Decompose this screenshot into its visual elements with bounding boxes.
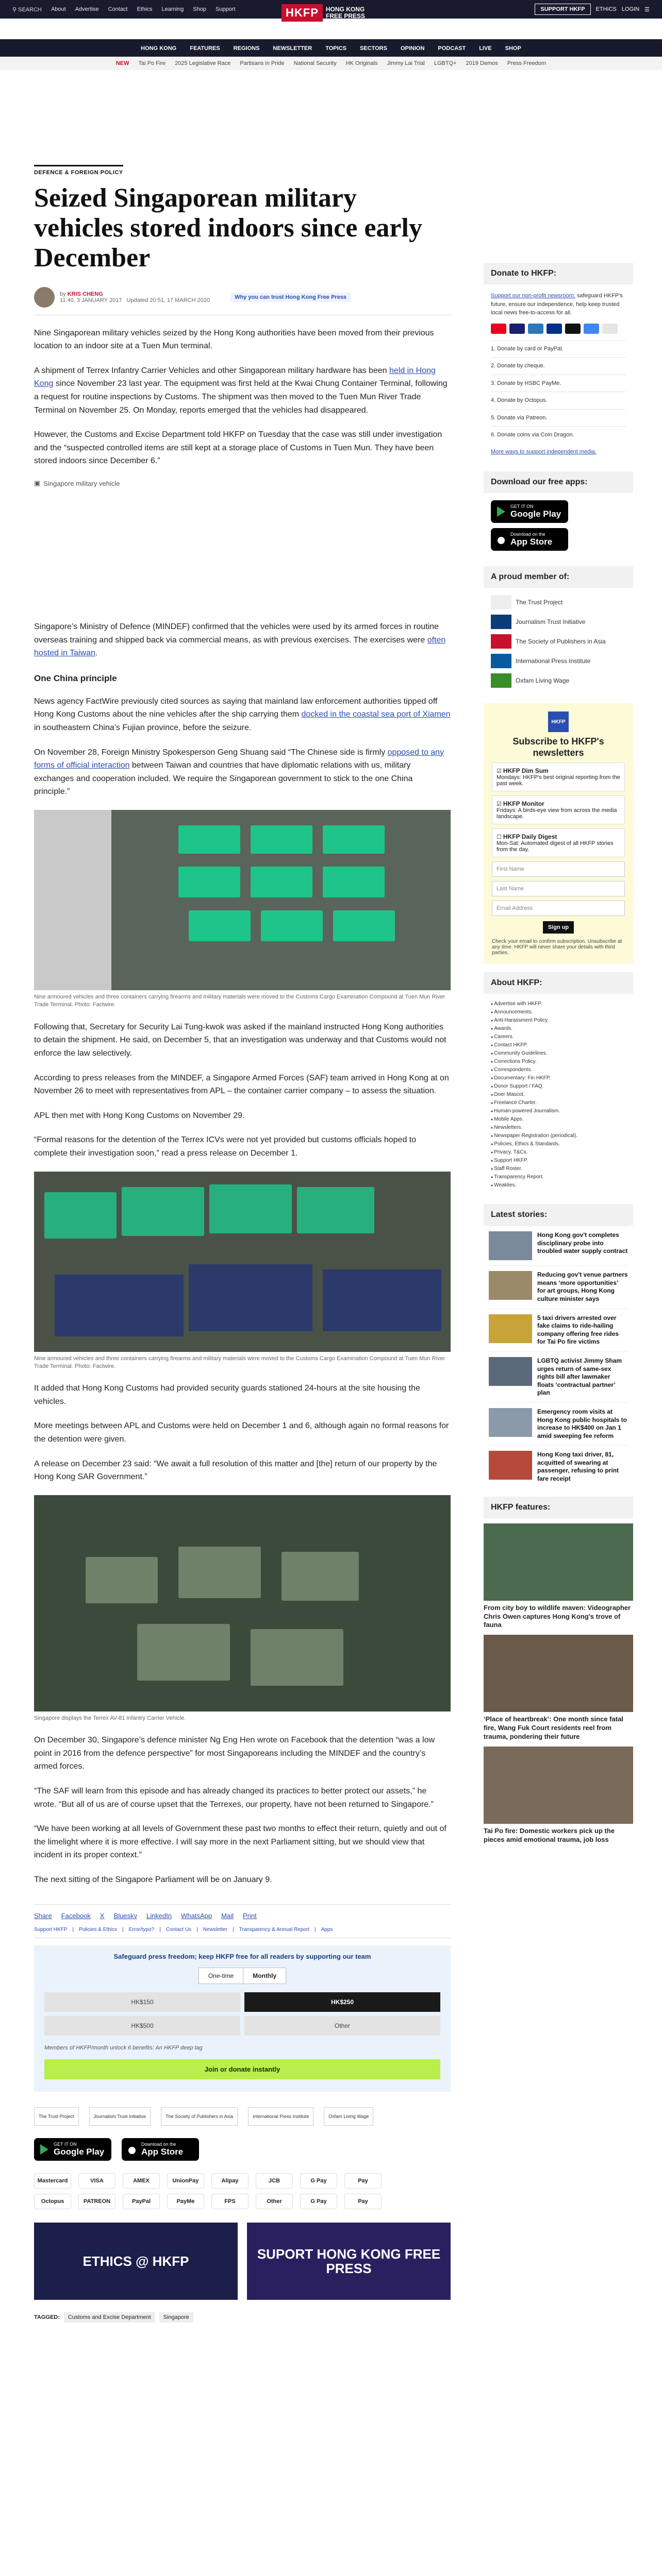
login-link[interactable]: LOGIN xyxy=(621,6,640,12)
share-bar xyxy=(34,1904,451,1920)
article-footer-links: Support HKFP | Policies & Ethics | Error/typo? | Contact Us | Newsletter | Transparency & Annual Report | Apps xyxy=(34,1927,451,1938)
newsletter-box xyxy=(484,703,633,964)
footer-link[interactable]: Policies & Ethics xyxy=(79,1926,118,1933)
paragraph: According to press releases from the MINDEF, a Singapore Armed Forces (SAF) team arrived in Hong Kong at on November 26 to meet with representatives from APL – the container carrier company – to assess the situation. xyxy=(34,1073,449,1096)
donate-option[interactable]: 6. Donate coins via Coin Dragon. xyxy=(491,426,626,444)
tag-link[interactable]: Singapore xyxy=(159,2312,193,2323)
ethics-link[interactable]: Ethics xyxy=(137,6,153,12)
paragraph: Nine Singaporean military vehicles seized by the Hong Kong authorities have been moved from their previous location to an indoor site at a Tuen Mun terminal. xyxy=(34,328,434,351)
donate-option[interactable]: 2. Donate by cheque. xyxy=(491,357,626,375)
member-item[interactable]: The Society of Publishers in Asia xyxy=(491,634,626,649)
donate-option[interactable]: 3. Donate by HSBC PayMe. xyxy=(491,375,626,392)
about-heading: About HKFP: xyxy=(484,972,633,994)
pay-icon: G Pay xyxy=(300,2173,337,2189)
nav-live[interactable]: LIVE xyxy=(479,45,492,52)
share-mail[interactable]: Mail xyxy=(221,1911,234,1920)
paragraph: The next sitting of the Singapore Parliament will be on January 9. xyxy=(34,1875,272,1884)
ethics-nav-link[interactable]: ETHICS xyxy=(595,6,617,12)
paragraph: However, the Customs and Excise Department told HKFP on Tuesday that the case was still under investigation and the “suspected controlled items are still kept at a storage place of Customs in Tuen Mun. They have been stored indoors since December 6.” xyxy=(34,430,442,466)
nav-sectors[interactable]: SECTORS xyxy=(359,45,387,52)
sidebar xyxy=(484,263,633,1844)
about-link[interactable]: About xyxy=(51,6,66,12)
shop-link[interactable]: Shop xyxy=(193,6,206,12)
badge-sopa[interactable]: The Society of Publishers in Asia xyxy=(161,2107,238,2126)
inline-link[interactable]: often hosted in Taiwan xyxy=(34,635,446,658)
trending-link[interactable]: Press Freedom xyxy=(507,60,547,66)
donate-options xyxy=(491,340,626,444)
story-item[interactable]: Hong Kong gov't completes disciplinary probe into troubled water supply contract xyxy=(489,1226,628,1265)
app-store-button[interactable]: Download on the App Store xyxy=(122,2138,199,2161)
tags-row xyxy=(34,2312,451,2323)
amount-option[interactable]: HK$500 xyxy=(44,2016,240,2036)
hkfp-badge-icon: HKFP xyxy=(548,711,569,732)
newsletter-title: Subscribe to HKFP's newsletters xyxy=(512,736,604,758)
paragraph: Singapore’s Ministry of Defence (MINDEF) confirmed that the vehicles were used by its armed forces in routine overseas training and shipped back via commercial means, as with previous exercises. The exercises were often hosted in Taiwan. xyxy=(34,622,446,658)
about-link[interactable]: ● Privacy, T&Cs. xyxy=(491,1148,626,1157)
paragraph: More meetings between APL and Customs were held on December 1 and 6, although again no formal reasons for the detention were given. xyxy=(34,1421,449,1444)
paragraph: A release on December 23 said: “We await a full resolution of this matter and [the] return of our property by the Hong Kong SAR Government.” xyxy=(34,1459,437,1482)
amount-option[interactable]: Other xyxy=(244,2016,440,2036)
story-item[interactable]: Reducing gov't venue partners means ‘more opportunities’ for art groups, Hong Kong culture minister says xyxy=(489,1265,628,1308)
about-link[interactable]: ● Freelance Charter. xyxy=(491,1099,626,1107)
card-logos xyxy=(491,324,626,334)
support-hkfp-button[interactable]: SUPPORT HKFP xyxy=(535,4,590,15)
article-category[interactable]: DEFENCE & FOREIGN POLICY xyxy=(34,165,123,176)
pay-icon: PATREON xyxy=(78,2194,115,2209)
donate-option[interactable]: 5. Donate via Patreon. xyxy=(491,409,626,427)
first-name-input[interactable]: First Name xyxy=(492,861,625,877)
pay-icon: FPS xyxy=(211,2194,249,2209)
about-link[interactable]: ● Advertise with HKFP. xyxy=(491,1000,626,1008)
feature-stories xyxy=(484,1523,633,1844)
advertise-link[interactable]: Advertise xyxy=(75,6,99,12)
member-item[interactable]: Journalism Trust Initiative xyxy=(491,615,626,629)
story-thumbnail xyxy=(489,1408,532,1437)
trending-link[interactable]: HK Originals xyxy=(345,60,378,66)
pay-icon: Pay xyxy=(344,2173,382,2189)
apple-icon xyxy=(127,2144,137,2155)
footer-link[interactable]: Transparency & Annual Report xyxy=(239,1926,310,1933)
trending-link[interactable]: National Security xyxy=(293,60,337,66)
badge-trust-project[interactable]: The Trust Project xyxy=(34,2107,79,2126)
badge-jti[interactable]: Journalism Trust Initiative xyxy=(89,2107,151,2126)
feature-item[interactable]: From city boy to wildlife maven: Videographer Chris Owen captures Hong Kong's trove of fauna xyxy=(484,1523,633,1630)
newsletter-option[interactable]: ☐ HKFP Daily Digest Mon-Sat: Automated digest of all HKFP stories from the day. xyxy=(492,828,625,857)
trending-link[interactable]: LGBTQ+ xyxy=(434,60,457,66)
story-thumbnail xyxy=(489,1314,532,1343)
email-input[interactable]: Email Address xyxy=(492,901,625,916)
story-item[interactable]: LGBTQ activist Jimmy Sham urges return of same-sex rights bill after lawmaker floats ‘contractual partner’ plan xyxy=(489,1351,628,1402)
about-link[interactable]: ● Careers. xyxy=(491,1033,626,1041)
paragraph: On December 30, Singapore’s defence minister Ng Eng Hen wrote on Facebook that the detention “was a low point in 2016 from the defence perspective” for most Singaporeans including the MINDEF and the country’s armed forces. xyxy=(34,1736,435,1771)
donate-option[interactable]: 1. Donate by card or PayPal. xyxy=(491,340,626,358)
about-link[interactable]: ● Transparency Report. xyxy=(491,1173,626,1181)
amount-option[interactable]: HK$150 xyxy=(44,1992,240,2012)
publish-date: 11:40, 3 JANUARY 2017 xyxy=(60,297,122,303)
trending-bar xyxy=(0,57,662,70)
story-item[interactable]: Hong Kong taxi driver, 81, acquitted of swearing at passenger, refusing to print fare receipt xyxy=(489,1445,628,1488)
amount-options xyxy=(44,1992,440,2036)
promo-banners xyxy=(34,2223,451,2300)
story-thumbnail xyxy=(489,1231,532,1260)
about-link[interactable]: ● Corrections Policy. xyxy=(491,1058,626,1066)
apple-icon xyxy=(496,534,506,545)
donation-panel xyxy=(34,1945,451,2092)
about-link[interactable]: ● Documentary: Fin HKFP. xyxy=(491,1074,626,1082)
nav-shop[interactable]: SHOP xyxy=(505,45,521,52)
frequency-toggle xyxy=(198,1968,286,1984)
pay-icon: Octopus xyxy=(34,2194,71,2209)
image-placeholder-icon: ▣ xyxy=(34,479,41,487)
member-item[interactable]: Oxfam Living Wage xyxy=(491,673,626,688)
feature-item[interactable]: ‘Place of heartbreak’: One month since fatal fire, Wang Fuk Court residents reel from trauma, pondering their future xyxy=(484,1635,633,1741)
latest-heading: Latest stories: xyxy=(484,1204,633,1226)
signup-button[interactable]: Sign up xyxy=(543,921,574,934)
figure xyxy=(34,1495,451,1722)
updated-date: Updated 20:51, 17 MARCH 2020 xyxy=(126,297,210,303)
about-link[interactable]: ● Announcements. xyxy=(491,1008,626,1016)
share-whatsapp[interactable]: WhatsApp xyxy=(181,1911,212,1920)
sidebar-app-buttons xyxy=(484,493,633,558)
about-link[interactable]: ● Anti-Harassment Policy. xyxy=(491,1016,626,1025)
photo-terrex-display xyxy=(34,1495,451,1711)
paragraph: “The SAF will learn from this episode and has already changed its practices to better protect our assets,” he wrote. “But all of us are of course upset that the Terrexes, our property, have not been returned to Singapore.” xyxy=(34,1787,434,1809)
amount-option-selected[interactable]: HK$250 xyxy=(244,1992,440,2012)
subheading: One China principle xyxy=(34,673,117,683)
article xyxy=(34,165,451,2323)
share-facebook[interactable]: Facebook xyxy=(61,1911,91,1920)
footer-link[interactable]: Support HKFP xyxy=(34,1926,68,1933)
nav-topics[interactable]: TOPICS xyxy=(325,45,346,52)
newsletter-option[interactable]: ☑ HKFP Monitor Fridays: A birds-eye view from across the media landscape. xyxy=(492,795,625,824)
story-thumbnail xyxy=(489,1451,532,1480)
footer-link[interactable]: Apps xyxy=(321,1926,333,1933)
inline-link[interactable]: held in Hong Kong xyxy=(34,366,436,388)
pay-icon: Pay xyxy=(344,2194,382,2209)
story-item[interactable]: Emergency room visits at Hong Kong public hospitals to increase to HK$400 on Jan 1 amid sweeping fee reform xyxy=(489,1402,628,1445)
more-ways-link[interactable]: More ways to support independent media. xyxy=(491,448,597,455)
app-store-row xyxy=(34,2138,451,2161)
trust-link[interactable]: Why you can trust Hong Kong Free Press xyxy=(230,293,351,302)
photo-caption: Nine armoured vehicles and three containers carrying firearms and military materials were moved to the Customs Cargo Examination Compound at Tuen Mun River Trade Terminal. Photo: Factwire. xyxy=(34,1355,445,1369)
pay-icon: VISA xyxy=(78,2173,115,2189)
about-link[interactable]: ● Correspondents. xyxy=(491,1066,626,1074)
top-utility-bar xyxy=(0,0,662,19)
badge-oxfam[interactable]: Oxfam Living Wage xyxy=(324,2107,373,2126)
google-play-button[interactable]: GET IT ON Google Play xyxy=(34,2138,111,2161)
about-link[interactable]: ● Contact HKFP. xyxy=(491,1041,626,1049)
photo-caption: Nine armoured vehicles and three containers carrying firearms and military materials were moved to the Customs Cargo Examination Compound at Tuen Mun River Trade Terminal. Photo: Factwire. xyxy=(34,993,445,1008)
share-label: Share xyxy=(34,1911,52,1920)
author-name[interactable]: KRIS CHENG xyxy=(67,291,103,297)
google-play-icon xyxy=(496,506,506,517)
donate-heading: Donate to HKFP: xyxy=(484,263,633,284)
photo-caption: Singapore displays the Terrex AV-81 Infantry Carrier Vehicle. xyxy=(34,1715,186,1721)
about-link[interactable]: ● Weaklies. xyxy=(491,1181,626,1190)
feature-photo xyxy=(484,1635,633,1712)
pay-icon: PayMe xyxy=(167,2194,204,2209)
figure xyxy=(34,810,451,1009)
figure xyxy=(34,1172,451,1371)
author-avatar xyxy=(34,287,55,308)
payment-methods xyxy=(34,2173,451,2209)
share-bluesky[interactable]: Bluesky xyxy=(113,1911,137,1920)
about-link[interactable]: ● Doer Mascot. xyxy=(491,1091,626,1099)
contact-link[interactable]: Contact xyxy=(108,6,128,12)
feature-photo xyxy=(484,1747,633,1824)
about-link[interactable]: ● Donor Support / FAQ. xyxy=(491,1082,626,1091)
member-badges xyxy=(34,2107,451,2126)
about-link[interactable]: ● Newspaper Registration (periodical). xyxy=(491,1132,626,1140)
site-logo[interactable]: HKFP HONG KONG FREE PRESS xyxy=(282,4,365,22)
pay-icon: PayPal xyxy=(123,2194,160,2209)
last-name-input[interactable]: Last Name xyxy=(492,881,625,896)
pay-icon: Alipay xyxy=(211,2173,249,2189)
about-link[interactable]: ● Support HKFP. xyxy=(491,1157,626,1165)
about-link[interactable]: ● Human-powered Journalism. xyxy=(491,1107,626,1115)
apps-heading: Download our free apps: xyxy=(484,471,633,493)
learning-link[interactable]: Learning xyxy=(161,6,184,12)
newsletter-note: Check your email to confirm subscription. Unsubscribe at any time. HKFP will never share your details with third parties. xyxy=(492,939,622,956)
paragraph: APL then met with Hong Kong Customs on November 29. xyxy=(34,1111,245,1120)
join-donate-button[interactable]: Join or donate instantly xyxy=(44,2059,440,2079)
donation-heading: Safeguard press freedom; keep HKFP free for all readers by supporting our team xyxy=(113,1952,371,1960)
trending-link[interactable]: Jimmy Lai Trial xyxy=(387,60,425,66)
trending-link[interactable]: 2019 Demos xyxy=(466,60,498,66)
search-link[interactable]: ⚲ SEARCH xyxy=(12,6,42,13)
photo-containers xyxy=(34,1172,451,1352)
byline: by KRIS CHENG 11:40, 3 JANUARY 2017 Updated 20:51, 17 MARCH 2020 Why you can trust Hong Kong Free Press xyxy=(34,287,451,315)
footer-link[interactable]: Newsletter xyxy=(203,1926,228,1933)
member-heading: A proud member of: xyxy=(484,566,633,588)
nav-regions[interactable]: REGIONS xyxy=(233,45,260,52)
feature-photo xyxy=(484,1523,633,1601)
google-play-button[interactable]: GET IT ON Google Play xyxy=(491,500,568,523)
about-list xyxy=(484,994,633,1196)
monthly-tab[interactable]: Monthly xyxy=(243,1968,286,1984)
benefits-text: Members of HKFP/month unlock 6 benefits: An HKFP deep tag xyxy=(44,2044,203,2051)
pay-icon: Mastercard xyxy=(34,2173,71,2189)
footer-link[interactable]: Error/typo? xyxy=(128,1926,155,1933)
main-nav xyxy=(0,39,662,57)
paragraph: A shipment of Terrex Infantry Carrier Vehicles and other Singaporean military hardware has been held in Hong Kong since November 23 last year. The equipment was first held at the Kwai Chung Container Terminal, following a request for routine inspections by Customs. The shipment was then moved to the Tuen Mun River Trade Terminal on November 25. On Monday, reports emerged that the vehicles had disappeared. xyxy=(34,366,448,415)
story-thumbnail xyxy=(489,1271,532,1300)
pay-icon: UnionPay xyxy=(167,2173,204,2189)
one-time-tab[interactable]: One-time xyxy=(208,1972,234,1979)
share-x[interactable]: X xyxy=(100,1911,105,1920)
about-link[interactable]: ● Policies, Ethics & Standards. xyxy=(491,1140,626,1148)
nav-opinion[interactable]: OPINION xyxy=(400,45,425,52)
feature-item[interactable]: Tai Po fire: Domestic workers pick up the pieces amid emotional trauma, job loss xyxy=(484,1747,633,1844)
share-print[interactable]: Print xyxy=(242,1911,257,1920)
pay-icon: JCB xyxy=(256,2173,293,2189)
newsletter-option[interactable]: ☑ HKFP Dim Sum Mondays: HKFP's best original reporting from the past week. xyxy=(492,762,625,791)
story-item[interactable]: 5 taxi drivers arrested over fake claims to ride-hailing company offering free rides for Tai Po fire victims xyxy=(489,1309,628,1351)
story-thumbnail xyxy=(489,1357,532,1386)
utility-links xyxy=(12,6,236,13)
google-play-icon xyxy=(39,2144,49,2155)
about-link[interactable]: ● Community Guidelines. xyxy=(491,1049,626,1058)
broken-image: ▣ Singapore military vehicle xyxy=(34,479,120,487)
about-link[interactable]: ● Mobile Apps. xyxy=(491,1115,626,1124)
paragraph: On November 28, Foreign Ministry Spokesperson Geng Shuang said “The Chinese side is firmly opposed to any forms of official interaction between Taiwan and countries that have diplomatic relations with us, military exchanges and cooperation included. We require the Singaporean government to stick to the one China principle.” xyxy=(34,748,444,796)
member-item[interactable]: The Trust Project xyxy=(491,595,626,609)
paragraph: “We have been working at all levels of Government these past two months to effect their return, quietly and out of the limelight where it is more effective. I will say more in the next Parliament sitting, but we should view that incident in its proper context.” xyxy=(34,1824,446,1860)
footer-link[interactable]: Contact Us xyxy=(166,1926,192,1933)
nav-features[interactable]: FEATURES xyxy=(190,45,220,52)
about-link[interactable]: ● Awards. xyxy=(491,1025,626,1033)
photo-vehicles-tarps xyxy=(34,810,451,990)
about-link[interactable]: ● Staff Roster. xyxy=(491,1165,626,1173)
nav-newsletter[interactable]: NEWSLETTER xyxy=(273,45,312,52)
trending-link[interactable]: Tai Po Fire xyxy=(138,60,166,66)
member-item[interactable]: International Press Institute xyxy=(491,654,626,668)
menu-icon[interactable]: ☰ xyxy=(644,6,650,13)
pay-icon: G Pay xyxy=(300,2194,337,2209)
inline-link[interactable]: opposed to any forms of official interaction xyxy=(34,748,444,770)
donate-option[interactable]: 4. Donate by Octopus. xyxy=(491,392,626,409)
paragraph: “Formal reasons for the detention of the Terrex ICVs were not yet provided but customs officials hoped to complete their investigation soon,” read a press release on December 1. xyxy=(34,1136,417,1158)
latest-stories xyxy=(484,1226,633,1488)
paragraph: Following that, Secretary for Security Lai Tung-kwok was asked if the mainland instructed Hong Kong authorities to detain the shipment. He said, on December 5, that an investigation was underway and that Customs would not enforce the law selectively. xyxy=(34,1022,446,1058)
article-title: Seized Singaporean military vehicles stored indoors since early December xyxy=(34,183,422,273)
pay-icon: Other xyxy=(256,2194,293,2209)
nav-podcast[interactable]: PODCAST xyxy=(438,45,466,52)
trending-link[interactable]: Partisans in Pride xyxy=(240,60,285,66)
support-link[interactable]: Support xyxy=(216,6,236,12)
donate-link[interactable]: Support our non-profit newsroom: xyxy=(491,293,575,299)
paragraph: News agency FactWire previously cited sources as saying that mainland law enforcement authorities tipped off Hong Kong Customs about the nine vehicles after the ship carrying them docked in the coastal sea port of Xiamen in southeastern China’s Fujian province, before the seizure. xyxy=(34,697,451,733)
donate-box: Support our non-profit newsroom: safeguard HKFP's future, ensure our independence, help keep trusted local news free-to-access for all. 1. Donate by card or PayPal. 2. Donate by cheque. 3. Donate by HSBC PayMe. 4. Donate by Octopus. 5. Donate via Patreon. 6. Donate coins via Coin Dragon. More ways to support independent media. xyxy=(484,284,633,463)
pay-icon: AMEX xyxy=(123,2173,160,2189)
trending-link[interactable]: 2025 Legislative Race xyxy=(175,60,231,66)
support-banner[interactable]: SUPORT HONG KONG FREE PRESS xyxy=(247,2223,451,2300)
tags-label: TAGGED: xyxy=(34,2314,60,2321)
share-linkedin[interactable]: LinkedIn xyxy=(146,1911,172,1920)
member-list xyxy=(484,588,633,695)
badge-ipi[interactable]: International Press Institute xyxy=(248,2107,313,2126)
ethics-banner[interactable]: ETHICS @ HKFP xyxy=(34,2223,238,2300)
about-link[interactable]: ● Newsletters. xyxy=(491,1124,626,1132)
inline-link[interactable]: docked in the coastal sea port of Xiamen xyxy=(301,710,451,719)
features-heading: HKFP features: xyxy=(484,1497,633,1518)
tag-link[interactable]: Customs and Excise Department xyxy=(64,2312,155,2323)
nav-hong-kong[interactable]: HONG KONG xyxy=(141,45,177,52)
app-store-button[interactable]: Download on the App Store xyxy=(491,528,568,551)
paragraph: It added that Hong Kong Customs had provided security guards stationed 24-hours at the site housing the vehicles. xyxy=(34,1384,420,1406)
new-badge: NEW xyxy=(115,60,129,66)
